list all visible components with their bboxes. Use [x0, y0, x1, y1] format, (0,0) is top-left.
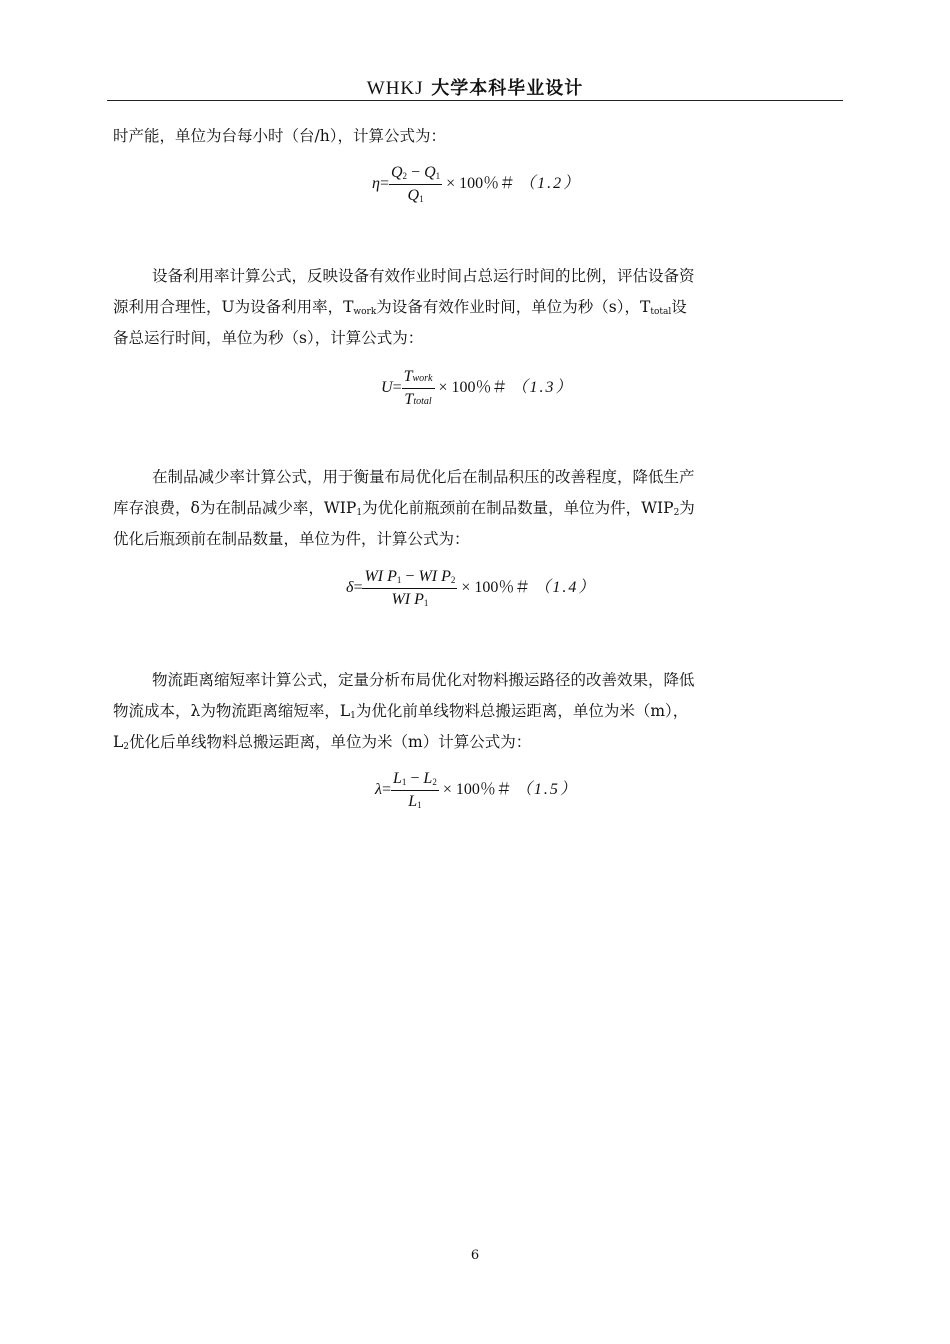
header-school-code: WHKJ	[366, 78, 424, 99]
equation-1-2	[372, 164, 581, 205]
equation-tail: × 100％＃	[461, 579, 531, 597]
equals-sign: =	[392, 379, 402, 397]
equation-number: （1.3）	[511, 379, 574, 397]
equals-sign: =	[379, 175, 389, 193]
equals-sign: =	[381, 781, 391, 799]
page-header	[107, 74, 843, 100]
paragraph-line: 设备利用率计算公式，反映设备有效作业时间占总运行时间的比例，评估设备资	[152, 267, 695, 285]
page-number: 6	[470, 1248, 480, 1263]
equation-lhs: η	[372, 175, 380, 193]
equals-sign: =	[353, 579, 363, 597]
equation-tail: × 100％＃	[438, 379, 508, 397]
equation-lhs: δ	[346, 579, 354, 597]
paragraph-line: 库存浪费，δ为在制品减少率，$WIP_1$为优化前瓶颈前在制品数量，单位为件，$WIP_2$为	[113, 499, 695, 518]
paragraph-line: 优化后瓶颈前在制品数量，单位为件，计算公式为：	[113, 530, 470, 548]
paragraph-line: 源利用合理性，U为设备利用率，$T_{work}$为设备有效作业时间，单位为秒（s），$T_{total}$设	[113, 298, 687, 317]
equation-lhs: λ	[375, 781, 382, 799]
equation-lhs: U	[381, 379, 393, 397]
equation-tail: × 100％＃	[446, 175, 516, 193]
equation-fraction: $\frac{WI P_1 - WI P_2}{WI P_1}$	[364, 568, 456, 608]
equation-number: （1.4）	[534, 579, 597, 597]
equation-tail: × 100％＃	[442, 781, 512, 799]
equation-fraction: $\frac{\text{Twork}}{\text{Ttotal}}$	[403, 368, 433, 408]
equation-fraction: $\frac{L_1 - L_2}{L_1}$	[392, 770, 437, 810]
header-rule	[107, 100, 843, 101]
equation-fraction: $\frac{Q_2 - Q_1}{Q_1}$	[390, 164, 441, 204]
header-title: 大学本科毕业设计	[431, 78, 584, 99]
equation-1-3	[381, 368, 574, 409]
equation-1-4	[346, 568, 596, 609]
paragraph-line: 物流成本，λ为物流距离缩短率，$L_1$为优化前单线物料总搬运距离，单位为米（m），	[113, 702, 689, 721]
paragraph-line: 在制品减少率计算公式，用于衡量布局优化后在制品积压的改善程度，降低生产	[152, 468, 695, 486]
paragraph-line: 时产能，单位为台每小时（台/h），计算公式为：	[113, 127, 446, 145]
equation-number: （1.2）	[519, 175, 582, 193]
paragraph-line: 物流距离缩短率计算公式，定量分析布局优化对物料搬运路径的改善效果，降低	[152, 671, 695, 689]
paragraph-line: $L_2$优化后单线物料总搬运距离，单位为米（m）计算公式为：	[113, 733, 532, 752]
equation-1-5	[375, 770, 578, 811]
paragraph-line: 备总运行时间，单位为秒（s），计算公式为：	[113, 329, 424, 347]
equation-number: （1.5）	[515, 781, 578, 799]
